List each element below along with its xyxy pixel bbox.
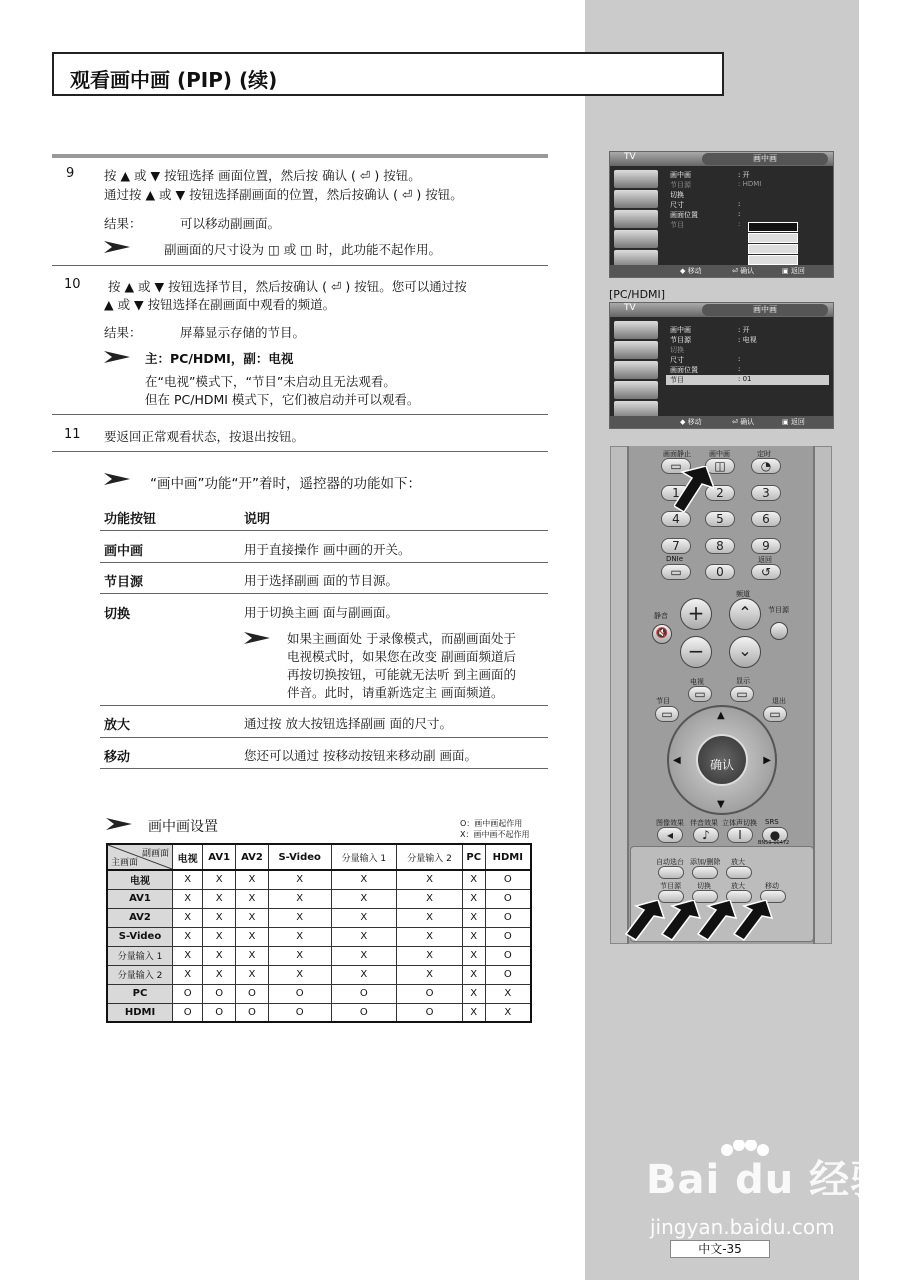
osd-menu-body — [666, 170, 829, 230]
step-number: 11 — [64, 427, 81, 442]
display-button[interactable]: ▭ — [730, 686, 754, 702]
watermark-url: jingyan.baidu.com — [650, 1215, 835, 1239]
table-cell: O — [485, 870, 531, 889]
step-number: 10 — [64, 277, 81, 292]
table-cell: X — [236, 946, 269, 965]
divider — [100, 737, 548, 738]
note-text: 但在 PC/HDMI 模式下，它们被启动并可以观看。 — [145, 392, 420, 407]
row-header: 分量输入 1 — [107, 946, 173, 965]
tv-button[interactable]: ▭ — [688, 686, 712, 702]
divider — [100, 562, 548, 563]
osd-row-selected: 节目 : 01 — [666, 375, 829, 385]
osd-row: 画面位置 : — [670, 365, 741, 374]
corner-main: 主画面 — [111, 858, 139, 868]
table-cell: X — [268, 870, 331, 889]
legend-off: X：画中画不起作用 — [460, 830, 530, 839]
table-cell: X — [203, 908, 236, 927]
note-text: 在“电视”模式下，“节目”未启动且无法观看。 — [145, 374, 396, 389]
feature-desc: 用于选择副画 面的节目源。 — [244, 573, 398, 588]
table-cell: X — [236, 870, 269, 889]
remote-label: 添加/删除 — [690, 858, 721, 866]
remote-label: 节目源 — [768, 606, 789, 614]
osd-footer: ◆ 移动 ⏎ 确认 ▣ 返回 — [610, 265, 833, 277]
model-number: BN59-00472 — [758, 840, 790, 846]
table-row — [107, 965, 531, 984]
note-arrow-icon — [104, 472, 130, 486]
remote-label: 画面静止 — [663, 450, 691, 458]
table-cell: X — [462, 908, 485, 927]
picture-effect-button[interactable]: ◂ — [657, 827, 683, 843]
table-cell: O — [397, 984, 463, 1003]
osd-title-bar — [610, 152, 833, 166]
column-header: S-Video — [268, 844, 331, 870]
table-cell: X — [331, 889, 397, 908]
table-cell: X — [173, 946, 203, 965]
remote-label: 移动 — [765, 882, 779, 890]
note-arrow-icon — [244, 631, 270, 645]
table-cell: X — [331, 908, 397, 927]
features-header-key: 功能按钮 — [104, 512, 157, 527]
osd-row: 尺寸 : — [670, 200, 741, 209]
channel-down-button[interactable]: ⌄ — [729, 636, 761, 668]
down-arrow-icon[interactable]: ▼ — [717, 799, 725, 810]
digit-button[interactable]: 1 — [661, 485, 691, 501]
table-cell: X — [397, 946, 463, 965]
step-text: 通过按 ▲ 或 ▼ 按钮选择副画面的位置，然后按确认 ( ⏎ ) 按钮。 — [104, 187, 463, 202]
corner-header — [107, 844, 173, 870]
osd-mode-label: [PC/HDMI] — [609, 288, 666, 301]
up-arrow-icon[interactable]: ▲ — [717, 710, 725, 721]
table-cell: X — [397, 870, 463, 889]
table-cell: O — [203, 1003, 236, 1022]
switch-note-line: 再按切换按钮，可能就无法听 到主画面的 — [287, 667, 516, 682]
remote-label: 切换 — [697, 882, 711, 890]
osd-side-icons — [614, 170, 658, 270]
remote-label: 频道 — [736, 590, 750, 598]
step-text: 按 ▲ 或 ▼ 按钮选择 画面位置，然后按 确认 ( ⏎ ) 按钮。 — [104, 168, 421, 183]
table-cell: X — [268, 965, 331, 984]
table-cell: X — [173, 927, 203, 946]
step-number: 9 — [66, 166, 75, 181]
remote-label: 节目 — [656, 697, 670, 705]
osd-tab: TV — [624, 152, 636, 162]
osd-menu-title: 画中画 — [702, 153, 828, 165]
remote-label: 自动选台 — [656, 858, 684, 866]
step-text: ▲ 或 ▼ 按钮选择在副画面中观看的频道。 — [104, 297, 336, 312]
source-button[interactable] — [770, 622, 788, 640]
table-row — [107, 870, 531, 889]
osd-row: 画中画 : 开 — [670, 326, 750, 334]
page-number: 中文-35 — [670, 1240, 770, 1258]
divider — [100, 768, 548, 769]
table-cell: X — [236, 927, 269, 946]
feature-key: 节目源 — [104, 575, 144, 590]
table-cell: X — [462, 984, 485, 1003]
row-header: AV2 — [107, 908, 173, 927]
table-cell: X — [268, 927, 331, 946]
table-cell: X — [236, 889, 269, 908]
exit-button[interactable]: ▭ — [763, 706, 787, 722]
remote-label: 伴音效果 — [690, 819, 718, 827]
srs-button[interactable]: ● — [762, 827, 788, 843]
title-box — [52, 52, 724, 96]
digit-button[interactable]: 9 — [751, 538, 781, 554]
features-header-desc: 说明 — [244, 512, 271, 527]
column-header: 分量输入 2 — [397, 844, 463, 870]
pointer-arrows-icon — [624, 900, 804, 942]
remote-label: 放大 — [731, 858, 745, 866]
digit-button[interactable]: 0 — [705, 564, 735, 580]
column-header: AV1 — [203, 844, 236, 870]
divider — [100, 593, 548, 594]
table-cell: X — [331, 946, 397, 965]
remote-label: 节目源 — [660, 882, 681, 890]
remote-label: 静音 — [654, 612, 668, 620]
osd-screen-tv — [609, 151, 834, 278]
osd-row: 画中画 : 开 — [670, 171, 750, 179]
menu-button[interactable]: ▭ — [655, 706, 679, 722]
note-text: 副画面的尺寸设为 ◫ 或 ◫ 时，此功能不起作用。 — [164, 242, 442, 257]
table-cell: O — [236, 984, 269, 1003]
remote-label: 退出 — [772, 697, 786, 705]
step-text: 要返回正常观看状态，按退出按钮。 — [104, 429, 305, 444]
table-cell: X — [236, 908, 269, 927]
osd-row: 尺寸 : — [670, 355, 741, 364]
osd-menu-body — [666, 325, 829, 385]
table-cell: X — [331, 870, 397, 889]
osd-menu-title: 画中画 — [702, 304, 828, 316]
column-header: HDMI — [485, 844, 531, 870]
mute-button[interactable]: 🔇 — [652, 624, 672, 644]
divider — [52, 451, 548, 452]
table-cell: X — [268, 908, 331, 927]
pip-settings-title: 画中画设置 — [148, 819, 218, 835]
table-cell: O — [485, 946, 531, 965]
add-delete-button[interactable] — [692, 866, 718, 879]
table-cell: X — [397, 965, 463, 984]
size-button[interactable] — [726, 866, 752, 879]
still-button[interactable]: ▭ — [661, 458, 691, 474]
table-row — [107, 889, 531, 908]
note-arrow-icon — [104, 350, 130, 364]
table-cell: O — [485, 889, 531, 908]
result-label: 结果： — [104, 216, 142, 231]
osd-row: 节目 : — [670, 220, 741, 229]
osd-row: 节目源 : HDMI — [670, 180, 762, 189]
switch-note-line: 如果主画面处 于录像模式，而副画面处于 — [287, 631, 516, 646]
ok-button[interactable]: 确认 — [696, 734, 748, 786]
column-header: PC — [462, 844, 485, 870]
feature-desc: 您还可以通过 按移动按钮来移动副 画面。 — [244, 748, 477, 763]
table-cell: O — [173, 1003, 203, 1022]
remote-label: 电视 — [690, 678, 704, 686]
table-cell: O — [236, 1003, 269, 1022]
result-text: 可以移动副画面。 — [180, 216, 281, 231]
osd-row: 画面位置 : — [670, 210, 741, 219]
table-cell: X — [203, 927, 236, 946]
remote-label: 图像效果 — [656, 819, 684, 827]
row-header: HDMI — [107, 1003, 173, 1022]
auto-program-button[interactable] — [658, 866, 684, 879]
stereo-button[interactable]: Ⅰ — [727, 827, 753, 843]
table-cell: X — [203, 946, 236, 965]
table-row — [107, 927, 531, 946]
note-title: 主：PC/HDMI，副：电视 — [145, 351, 294, 366]
volume-down-button[interactable]: − — [680, 636, 712, 668]
remote-label: 显示 — [736, 677, 750, 685]
channel-up-button[interactable]: ⌃ — [729, 598, 761, 630]
switch-note-line: 伴音。此时，请重新选定主 画面频道。 — [287, 685, 504, 700]
osd-tab: TV — [624, 303, 636, 313]
pointer-arrow-icon — [674, 466, 714, 512]
feature-desc: 用于直接操作 画中画的开关。 — [244, 542, 411, 557]
table-cell: X — [173, 889, 203, 908]
osd-footer: ◆ 移动 ⏎ 确认 ▣ 返回 — [610, 416, 833, 428]
row-header: PC — [107, 984, 173, 1003]
dnie-button[interactable]: ▭ — [661, 564, 691, 580]
table-cell: O — [203, 984, 236, 1003]
digit-button[interactable]: 2 — [705, 485, 735, 501]
remote-note: “画中画”功能“开”着时，遥控器的功能如下： — [150, 476, 421, 492]
column-header: AV2 — [236, 844, 269, 870]
volume-up-button[interactable]: + — [680, 598, 712, 630]
pip-settings-table — [106, 843, 532, 1023]
feature-key: 移动 — [104, 750, 131, 765]
watermark-logo: Bai du 经验 — [646, 1157, 892, 1203]
back-button[interactable]: ↺ — [751, 564, 781, 580]
digit-button[interactable]: 4 — [661, 511, 691, 527]
feature-key: 切换 — [104, 607, 131, 622]
remote-label: 放大 — [731, 882, 745, 890]
table-cell: X — [462, 889, 485, 908]
table-cell: X — [203, 965, 236, 984]
osd-position-options — [748, 222, 798, 266]
digit-button[interactable]: 5 — [705, 511, 735, 527]
remote-label: 定时 — [757, 450, 771, 458]
pip-button[interactable]: ◫ — [705, 458, 735, 474]
table-cell: X — [173, 965, 203, 984]
table-cell: X — [268, 946, 331, 965]
page-title: 观看画中画 (PIP) (续) — [70, 68, 278, 92]
table-cell: X — [268, 889, 331, 908]
table-cell: O — [485, 908, 531, 927]
table-cell: X — [462, 946, 485, 965]
right-arrow-icon[interactable]: ▶ — [763, 755, 771, 766]
feature-key: 画中画 — [104, 544, 144, 559]
feature-key: 放大 — [104, 718, 131, 733]
remote-label: 画中画 — [709, 450, 730, 458]
table-cell: X — [203, 889, 236, 908]
feature-desc: 用于切换主画 面与副画面。 — [244, 605, 398, 620]
note-arrow-icon — [104, 240, 130, 254]
divider — [52, 414, 548, 415]
feature-desc: 通过按 放大按钮选择副画 面的尺寸。 — [244, 716, 452, 731]
table-cell: O — [268, 984, 331, 1003]
step-text: 按 ▲ 或 ▼ 按钮选择节目，然后按确认 ( ⏎ ) 按钮。您可以通过按 — [108, 279, 467, 294]
divider — [100, 530, 548, 531]
remote-label: 返回 — [758, 556, 772, 564]
table-cell: X — [236, 965, 269, 984]
osd-title-bar — [610, 303, 833, 317]
table-row — [107, 908, 531, 927]
divider — [52, 265, 548, 266]
divider — [52, 154, 548, 158]
table-cell: O — [485, 927, 531, 946]
digit-button[interactable]: 3 — [751, 485, 781, 501]
osd-side-icons — [614, 321, 658, 421]
row-header: 分量输入 2 — [107, 965, 173, 984]
left-arrow-icon[interactable]: ◀ — [673, 755, 681, 766]
table-cell: X — [173, 908, 203, 927]
sound-effect-button[interactable]: ♪ — [693, 827, 719, 843]
table-cell: X — [485, 1003, 531, 1022]
osd-row: 切换 — [670, 346, 684, 354]
navigation-pad[interactable] — [667, 705, 777, 815]
table-row — [107, 946, 531, 965]
table-cell: X — [397, 889, 463, 908]
table-cell: O — [485, 965, 531, 984]
table-cell: X — [462, 1003, 485, 1022]
table-cell: O — [173, 984, 203, 1003]
divider — [100, 705, 548, 706]
table-row — [107, 1003, 531, 1022]
row-header: 电视 — [107, 870, 173, 889]
table-cell: O — [331, 984, 397, 1003]
table-row — [107, 984, 531, 1003]
digit-button[interactable]: 7 — [661, 538, 691, 554]
row-header: AV1 — [107, 889, 173, 908]
table-cell: O — [268, 1003, 331, 1022]
result-text: 屏幕显示存储的节目。 — [180, 325, 306, 340]
column-header: 分量输入 1 — [331, 844, 397, 870]
table-cell: X — [462, 927, 485, 946]
table-cell: X — [331, 965, 397, 984]
table-cell: O — [397, 1003, 463, 1022]
table-cell: X — [397, 927, 463, 946]
note-arrow-icon — [106, 817, 132, 831]
column-header: 电视 — [173, 844, 203, 870]
table-cell: X — [203, 870, 236, 889]
remote-label: 立体声切换 — [722, 819, 757, 827]
timer-button[interactable]: ◔ — [751, 458, 781, 474]
table-cell: X — [173, 870, 203, 889]
switch-note-line: 电视模式时，如果您在改变 副画面频道后 — [287, 649, 516, 664]
table-cell: X — [331, 927, 397, 946]
osd-screen-pc — [609, 302, 834, 429]
digit-button[interactable]: 8 — [705, 538, 735, 554]
osd-row: 切换 — [670, 191, 684, 199]
remote-label: DNIe — [666, 555, 683, 563]
table-cell: X — [462, 870, 485, 889]
table-cell: O — [331, 1003, 397, 1022]
table-cell: X — [462, 965, 485, 984]
table-cell: X — [397, 908, 463, 927]
result-label: 结果： — [104, 325, 142, 340]
corner-sub: 副画面 — [141, 849, 169, 859]
digit-button[interactable]: 6 — [751, 511, 781, 527]
remote-label: SRS — [765, 818, 779, 826]
table-cell: X — [485, 984, 531, 1003]
row-header: S-Video — [107, 927, 173, 946]
legend-on: O：画中画起作用 — [460, 819, 523, 828]
osd-row: 节目源 : 电视 — [670, 336, 757, 344]
